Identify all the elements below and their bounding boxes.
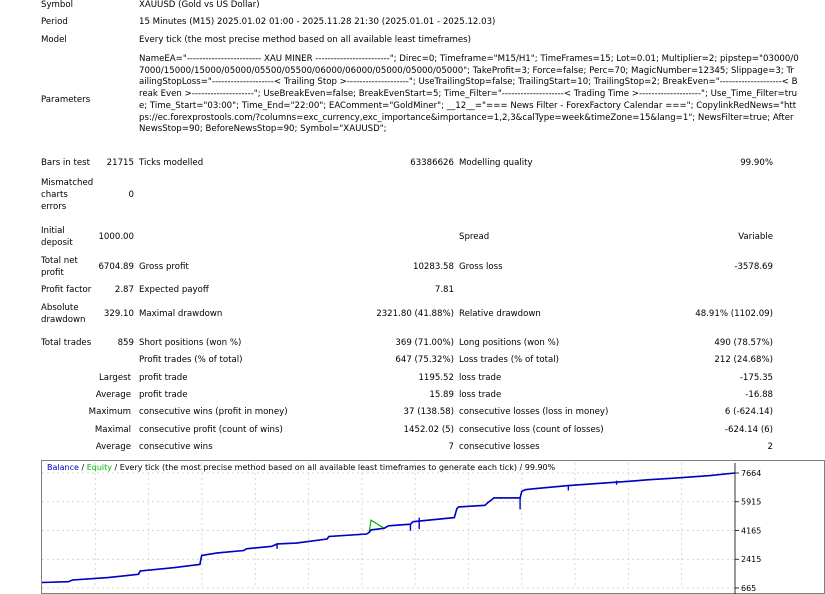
- y-tick-label: 5915: [741, 497, 762, 507]
- y-tick-label: 7664: [741, 469, 762, 478]
- absdd-label-1: Absolute: [41, 303, 79, 313]
- long-label: Long positions (won %): [459, 338, 560, 348]
- ltrades-label: Loss trades (% of total): [459, 355, 559, 365]
- chart-title: [47, 463, 555, 472]
- netprofit-label-2: profit: [41, 268, 64, 278]
- avgcl-value: 2: [767, 442, 773, 452]
- maxcls-value: -624.14 (6): [724, 425, 773, 435]
- grossloss-label: Gross loss: [459, 262, 503, 272]
- mismatch-label-1: Mismatched: [41, 178, 94, 188]
- maximal-label: Maximal: [94, 425, 131, 435]
- quality-label: Modelling quality: [459, 158, 533, 168]
- maxdd-value: 2321.80 (41.88%): [376, 309, 454, 319]
- largest-loss-label: loss trade: [459, 373, 502, 383]
- netprofit-label-1: Total net: [41, 256, 78, 266]
- grossprofit-label: Gross profit: [139, 262, 189, 272]
- mismatch-label-2: charts: [41, 190, 68, 200]
- y-tick-label: 4165: [741, 526, 762, 536]
- largest-profit-label: profit trade: [139, 373, 188, 383]
- maxcls-label: consecutive loss (count of losses): [459, 425, 604, 435]
- avgcl-label: consecutive losses: [459, 442, 540, 452]
- y-tick-label: 665: [741, 584, 757, 593]
- average-profit-label: profit trade: [139, 390, 188, 400]
- ticks-label: Ticks modelled: [139, 158, 204, 168]
- pf-label: Profit factor: [41, 285, 92, 295]
- mismatch-label-3: errors: [41, 202, 67, 212]
- maxcw-value: 37 (138.58): [403, 407, 454, 417]
- largest-profit-value: 1195.52: [418, 373, 454, 383]
- deposit-value: 1000.00: [98, 232, 134, 242]
- average-loss-label: loss trade: [459, 390, 502, 400]
- average2-label: Average: [95, 442, 131, 452]
- short-value: 369 (71.00%): [395, 338, 454, 348]
- pf-value: 2.87: [114, 285, 134, 295]
- model-label: Model: [41, 35, 67, 45]
- spread-label: Spread: [459, 232, 490, 242]
- avgcw-value: 7: [448, 442, 454, 452]
- bars-label: Bars in test: [41, 158, 90, 168]
- ticks-value: 63386626: [410, 158, 454, 168]
- y-tick-label: 2415: [741, 555, 762, 565]
- quality-value: 99.90%: [740, 158, 773, 168]
- maxcl-value: 6 (-624.14): [724, 407, 773, 417]
- maximum-label: Maximum: [88, 407, 131, 417]
- ptrades-label: Profit trades (% of total): [139, 355, 243, 365]
- maxcp-value: 1452.02 (5): [403, 425, 454, 435]
- payoff-value: 7.81: [434, 285, 454, 295]
- model-value: Every tick (the most precise method based on all available least timeframes): [139, 35, 472, 45]
- average-loss-value: -16.88: [745, 390, 773, 400]
- trades-value: 859: [117, 338, 134, 348]
- bars-value: 21715: [106, 158, 134, 168]
- ptrades-value: 647 (75.32%): [395, 355, 454, 365]
- grossprofit-value: 10283.58: [412, 262, 454, 272]
- maxcp-label: consecutive profit (count of wins): [139, 425, 283, 435]
- symbol-value: XAUUSD (Gold vs US Dollar): [139, 0, 260, 10]
- maxdd-label: Maximal drawdown: [139, 309, 223, 319]
- chart-title-balance: Balance: [47, 463, 79, 472]
- chart-title-rest: / Every tick (the most precise method based on all available least timeframes to generate each tick) / 99.90%: [111, 463, 556, 472]
- chart-title-sep: /: [78, 463, 87, 472]
- chart-frame: [42, 461, 825, 594]
- short-label: Short positions (won %): [139, 338, 242, 348]
- symbol-label: Symbol: [41, 0, 74, 10]
- absdd-label-2: drawdown: [41, 315, 86, 325]
- mismatch-value: 0: [128, 190, 134, 200]
- reldd-value: 48.91% (1102.09): [695, 309, 773, 319]
- deposit-label-2: deposit: [41, 238, 73, 248]
- period-value: 15 Minutes (M15) 2025.01.02 01:00 - 2025.11.28 21:30 (2025.01.01 - 2025.12.03): [139, 17, 496, 27]
- average-label: Average: [95, 390, 131, 400]
- trades-label: Total trades: [41, 338, 92, 348]
- parameters-label: Parameters: [41, 95, 91, 105]
- reldd-label: Relative drawdown: [459, 309, 541, 319]
- grossloss-value: -3578.69: [734, 262, 773, 272]
- parameters-value: NameEA="------------------------ XAU MINER ------------------------"; Direc=0; Timeframe="M15/H1"; TimeFrames=15; Lot=0.01; Multiplier=2; pipstep="03000/07000/15000/15000/05000/05500/05500/06000/06000/05000/05000/05000"; TakeProfit=3; Force=false; Perc=70; MagicNumber=12345; Slippage=3; TrailingStopLoss="--------------------< Trailing Stop >--------------------"; UseTrailingStop=false; TrailingStart=10; TrailingStop=2; BreakEven="--------------------< Break Even >--------------------"; UseBreakEven=false; BreakEvenStart=5; Time_Filter="--------------------< Trading Time >--------------------"; Use_Time_Filter=true; Time_Start="03:00"; Time_End="22:00"; EAComment="GoldMiner"; __12__="=== News Filter - ForexFactory Calendar ==="; CopylinkRedNews="https://ec.forexprostools.com/?columns=exc_currency,exc_importance&importance=1,2,3&calType=week&timeZone=15&lang=1"; NewsFilter=true; AfterNewsStop=90; BeforeNewsStop=90; Symbol="XAUUSD";: [139, 54, 799, 135]
- largest-label: Largest: [98, 373, 131, 383]
- period-label: Period: [41, 17, 68, 27]
- deposit-label-1: Initial: [41, 226, 65, 236]
- balance-equity-chart: [41, 460, 825, 594]
- chart-title-equity: Equity: [86, 463, 112, 472]
- maxcl-label: consecutive losses (loss in money): [459, 407, 609, 417]
- largest-loss-value: -175.35: [739, 373, 773, 383]
- spread-value: Variable: [738, 232, 773, 242]
- avgcw-label: consecutive wins: [139, 442, 213, 452]
- payoff-label: Expected payoff: [139, 285, 209, 295]
- maxcw-label: consecutive wins (profit in money): [139, 407, 288, 417]
- absdd-value: 329.10: [103, 309, 134, 319]
- ltrades-value: 212 (24.68%): [714, 355, 773, 365]
- netprofit-value: 6704.89: [98, 262, 134, 272]
- average-profit-value: 15.89: [429, 390, 454, 400]
- long-value: 490 (78.57%): [714, 338, 773, 348]
